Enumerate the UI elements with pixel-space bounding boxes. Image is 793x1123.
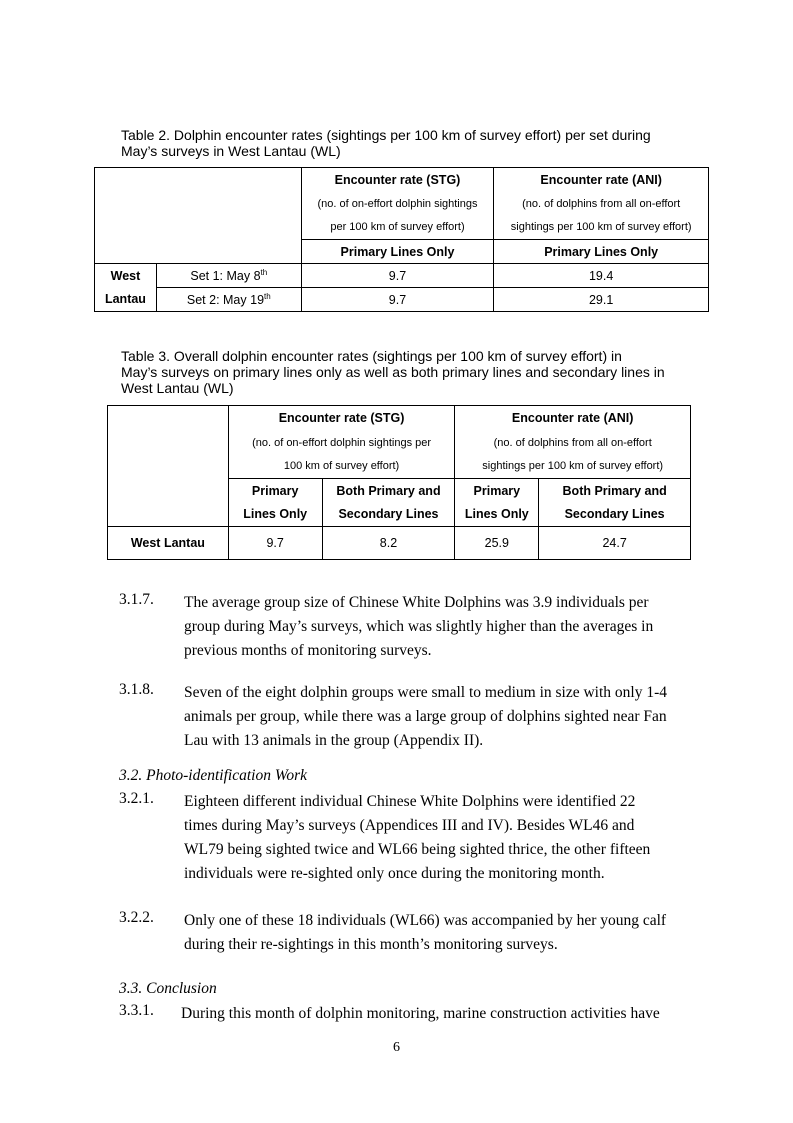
- table2-ani-primary: Primary Lines Only: [494, 240, 709, 264]
- table3-ani-title: Encounter rate (ANI): [455, 406, 691, 431]
- table2-empty-subheader: [95, 240, 302, 264]
- table2-set-cell: Set 2: May 19th: [156, 288, 301, 312]
- table3: [107, 405, 691, 560]
- paragraph-text: [184, 681, 684, 753]
- paragraph-line: During this month of dolphin monitoring, marine construction activities have: [181, 1005, 660, 1022]
- section-heading-conclusion: 3.3. Conclusion: [119, 980, 217, 997]
- table3-value: 25.9: [455, 527, 539, 560]
- page-number: 6: [393, 1040, 400, 1055]
- table3-both-header: Both Primary and: [539, 479, 691, 503]
- paragraph-text: [184, 790, 684, 886]
- table2-caption-line: May’s surveys in West Lantau (WL): [121, 143, 341, 159]
- table2: [94, 167, 709, 312]
- table3-primary-header: Primary: [228, 479, 322, 503]
- table2-stg-desc: (no. of on-effort dolphin sightings: [301, 192, 494, 216]
- table3-both-header: Both Primary and: [322, 479, 455, 503]
- table2-stg-primary: Primary Lines Only: [301, 240, 494, 264]
- table2-area-label: West: [95, 264, 157, 288]
- table2-caption: [121, 127, 701, 159]
- paragraph-line: The average group size of Chinese White Dolphins was 3.9 individuals per: [184, 594, 649, 611]
- table3-stg-desc: 100 km of survey effort): [228, 455, 455, 479]
- table3-stg-desc: (no. of on-effort dolphin sightings per: [228, 431, 455, 455]
- table2-ani-value: 29.1: [494, 288, 709, 312]
- table3-ani-desc: sightings per 100 km of survey effort): [455, 455, 691, 479]
- paragraph-line: group during May’s surveys, which was slightly higher than the averages in: [184, 618, 654, 635]
- paragraph-line: Eighteen different individual Chinese White Dolphins were identified 22: [184, 793, 636, 810]
- table2-stg-value: 9.7: [301, 288, 494, 312]
- paragraph-line: animals per group, while there was a large group of dolphins sighted near Fan: [184, 708, 667, 725]
- table3-both-header: Secondary Lines: [322, 503, 455, 527]
- paragraph-text: [184, 591, 684, 663]
- table3-primary-header: Lines Only: [455, 503, 539, 527]
- table3-value: 8.2: [322, 527, 455, 560]
- table2-stg-desc: per 100 km of survey effort): [301, 216, 494, 240]
- paragraph-line: during their re-sightings in this month’s monitoring surveys.: [184, 936, 558, 953]
- section-heading-photo-id: 3.2. Photo-identification Work: [119, 767, 307, 784]
- table2-caption-line: Table 2. Dolphin encounter rates (sightings per 100 km of survey effort) per set during: [121, 127, 651, 143]
- table2-empty-header: [95, 168, 302, 240]
- table2-stg-title: Encounter rate (STG): [301, 168, 494, 192]
- table3-caption-line: May’s surveys on primary lines only as well as both primary lines and secondary lines in: [121, 364, 665, 380]
- paragraph-number: 3.3.1.: [119, 1002, 154, 1019]
- table3-caption-line: Table 3. Overall dolphin encounter rates (sightings per 100 km of survey effort) in: [121, 348, 622, 364]
- table3-row-label: West Lantau: [108, 527, 229, 560]
- table3-value: 24.7: [539, 527, 691, 560]
- table2-ani-desc: sightings per 100 km of survey effort): [494, 216, 709, 240]
- paragraph-number: 3.2.1.: [119, 790, 154, 807]
- table2-set-cell: Set 1: May 8th: [156, 264, 301, 288]
- table3-primary-header: Primary: [455, 479, 539, 503]
- paragraph-line: times during May’s surveys (Appendices III and IV). Besides WL46 and: [184, 817, 635, 834]
- paragraph-number: 3.2.2.: [119, 909, 154, 926]
- paragraph-line: Lau with 13 animals in the group (Appendix II).: [184, 732, 484, 749]
- paragraph-line: individuals were re-sighted only once during the monitoring month.: [184, 865, 605, 882]
- paragraph-number: 3.1.8.: [119, 681, 154, 698]
- table3-stg-title: Encounter rate (STG): [228, 406, 455, 431]
- table3-value: 9.7: [228, 527, 322, 560]
- paragraph-number: 3.1.7.: [119, 591, 154, 608]
- paragraph-line: previous months of monitoring surveys.: [184, 642, 432, 659]
- table2-ani-title: Encounter rate (ANI): [494, 168, 709, 192]
- table3-ani-desc: (no. of dolphins from all on-effort: [455, 431, 691, 455]
- table2-ani-desc: (no. of dolphins from all on-effort: [494, 192, 709, 216]
- paragraph-text: [181, 1002, 701, 1026]
- paragraph-text: [184, 909, 684, 957]
- paragraph-line: Seven of the eight dolphin groups were small to medium in size with only 1-4: [184, 684, 668, 701]
- table2-ani-value: 19.4: [494, 264, 709, 288]
- paragraph-line: Only one of these 18 individuals (WL66) was accompanied by her young calf: [184, 912, 667, 929]
- table2-area-label: Lantau: [95, 288, 157, 312]
- paragraph-line: WL79 being sighted twice and WL66 being sighted thrice, the other fifteen: [184, 841, 651, 858]
- table3-caption-line: West Lantau (WL): [121, 380, 234, 396]
- table3-primary-header: Lines Only: [228, 503, 322, 527]
- table2-stg-value: 9.7: [301, 264, 494, 288]
- table3-both-header: Secondary Lines: [539, 503, 691, 527]
- table3-caption: [121, 348, 701, 396]
- table3-empty-header: [108, 406, 229, 527]
